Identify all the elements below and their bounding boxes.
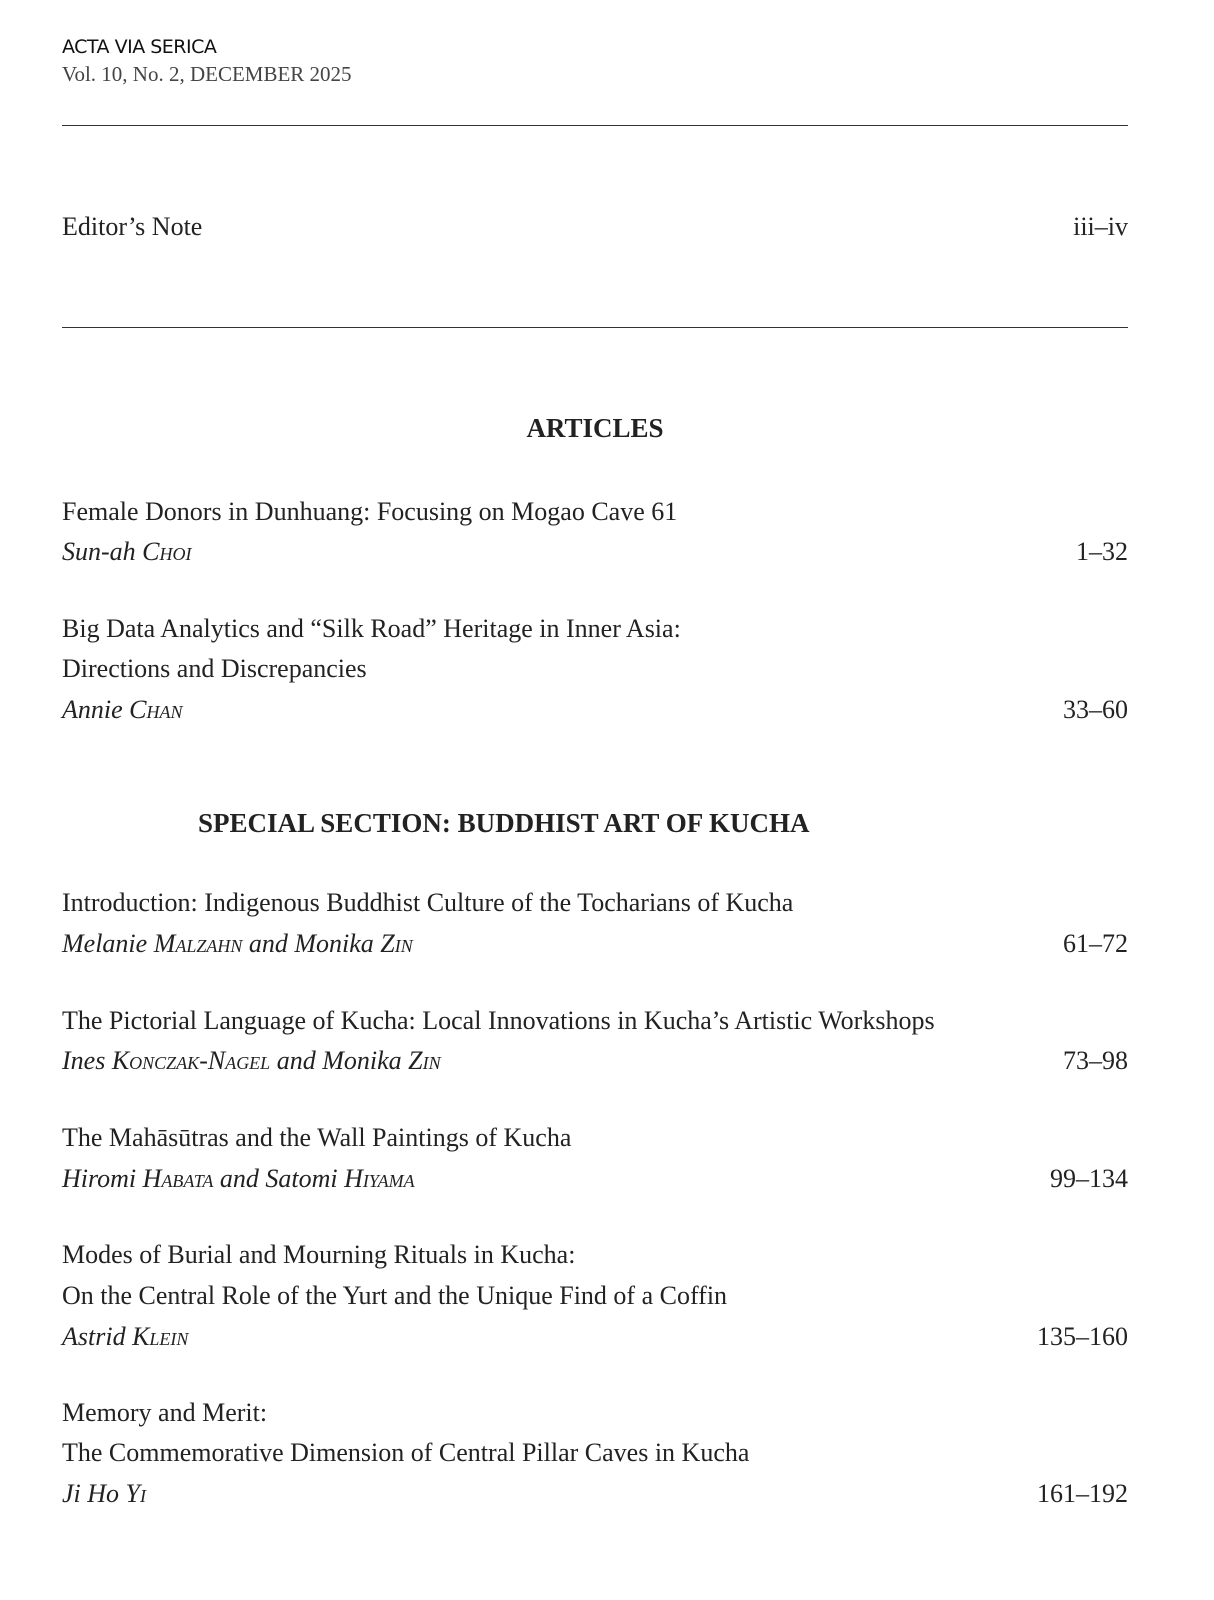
entry-pages: 1–32 bbox=[1076, 537, 1128, 566]
entry-author: Ines Konczak-Nagel and Monika Zin bbox=[62, 1046, 441, 1075]
entry-title[interactable]: Introduction: Indigenous Buddhist Culture of the Tocharians of Kucha bbox=[62, 888, 794, 917]
entry-pages: 135–160 bbox=[1037, 1322, 1128, 1351]
divider bbox=[62, 327, 1128, 328]
entry-pages: 99–134 bbox=[1050, 1164, 1128, 1193]
entry-pages: iii–iv bbox=[1073, 212, 1128, 241]
entry-title[interactable]: The Pictorial Language of Kucha: Local Innovations in Kucha’s Artistic Workshops bbox=[62, 1006, 935, 1035]
entry-title: Editor’s Note bbox=[62, 212, 203, 241]
entry-title[interactable]: Memory and Merit: bbox=[62, 1398, 268, 1427]
entry-title[interactable]: Modes of Burial and Mourning Rituals in Kucha: bbox=[62, 1240, 576, 1269]
entry-pages: 61–72 bbox=[1063, 929, 1128, 958]
section-heading-special: SPECIAL SECTION: BUDDHIST ART OF KUCHA bbox=[198, 808, 810, 838]
section-heading-articles: ARTICLES bbox=[526, 413, 664, 443]
entry-title[interactable]: On the Central Role of the Yurt and the Unique Find of a Coffin bbox=[62, 1281, 728, 1310]
journal-name: ACTA VIA SERICA bbox=[62, 36, 217, 58]
entry-title[interactable]: Female Donors in Dunhuang: Focusing on Mogao Cave 61 bbox=[62, 497, 678, 526]
entry-author: Ji Ho Yi bbox=[62, 1479, 147, 1508]
entry-pages: 33–60 bbox=[1063, 695, 1128, 724]
entry-pages: 73–98 bbox=[1063, 1046, 1128, 1075]
entry-title[interactable]: Directions and Discrepancies bbox=[62, 654, 367, 683]
toc-entry-editors-note[interactable] bbox=[62, 207, 1128, 247]
entry-pages: 161–192 bbox=[1037, 1479, 1128, 1508]
entry-author: Sun-ah Choi bbox=[62, 537, 192, 566]
issue-info: Vol. 10, No. 2, DECEMBER 2025 bbox=[62, 62, 352, 86]
entry-author: Astrid Klein bbox=[62, 1322, 189, 1351]
entry-title[interactable]: The Commemorative Dimension of Central Pillar Caves in Kucha bbox=[62, 1438, 750, 1467]
divider bbox=[62, 125, 1128, 126]
entry-title[interactable]: The Mahāsūtras and the Wall Paintings of Kucha bbox=[62, 1123, 572, 1152]
entry-author: Melanie Malzahn and Monika Zin bbox=[62, 929, 413, 958]
entry-title[interactable]: Big Data Analytics and “Silk Road” Heritage in Inner Asia: bbox=[62, 614, 681, 643]
entry-author: Annie Chan bbox=[62, 695, 183, 724]
entry-author: Hiromi Habata and Satomi Hiyama bbox=[62, 1164, 415, 1193]
